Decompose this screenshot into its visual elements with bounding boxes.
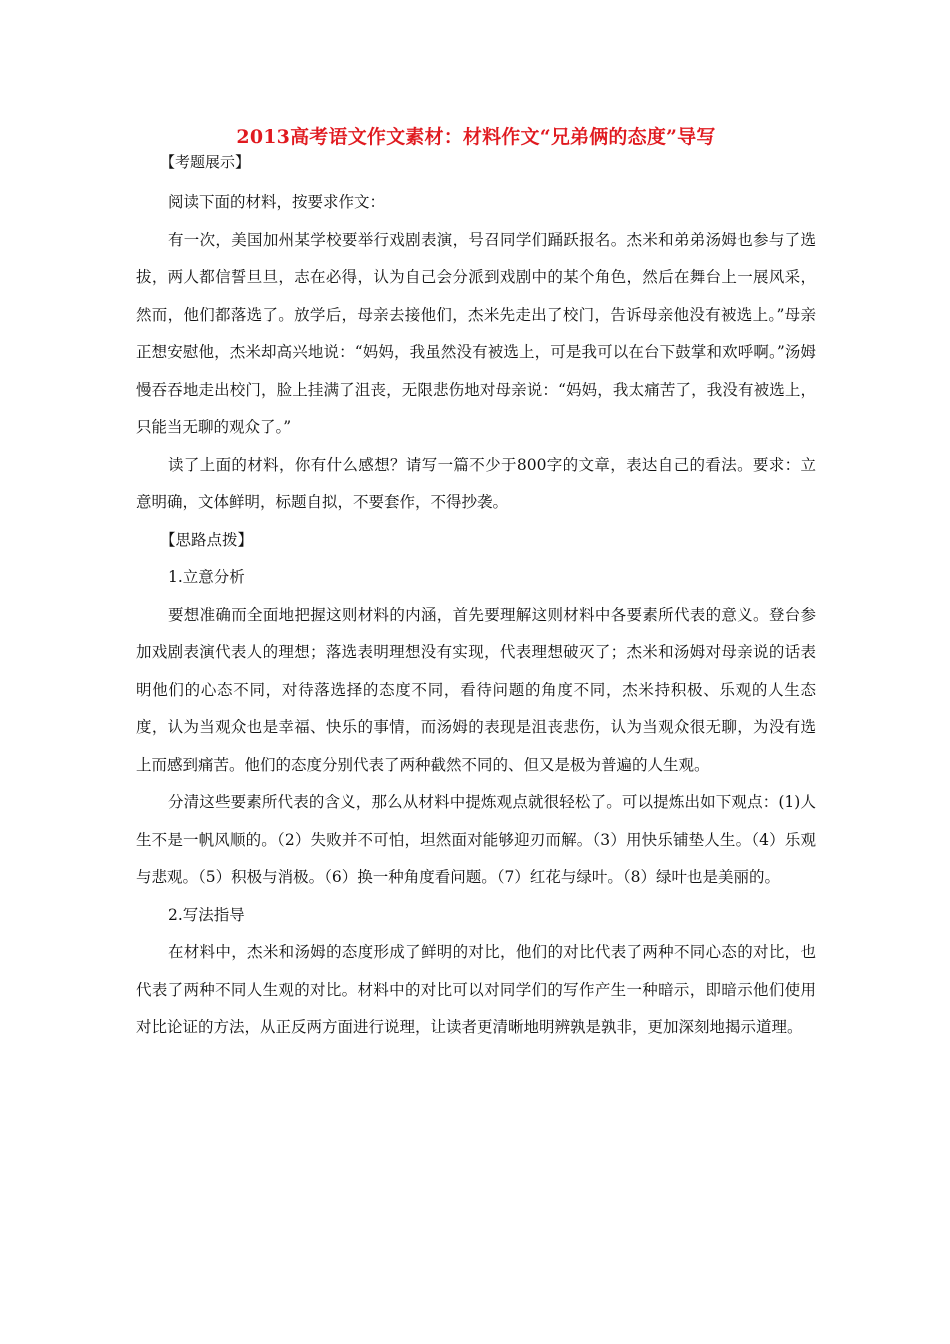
writing-paragraph: 在材料中，杰米和汤姆的态度形成了鲜明的对比，他们的对比代表了两种不同心态的对比，也代表了两种不同人生观的对比。材料中的对比可以对同学们的写作产生一种暗示，即暗示他们使用对比论证的方法，从正反两方面进行说理，让读者更清晰地明辨孰是孰非，更加深刻地揭示道理。 <box>136 943 816 1036</box>
section-heading-tips: 【思路点拨】 <box>160 530 254 549</box>
subheading-writing: 2.写法指导 <box>168 905 245 924</box>
instruction-paragraph: 阅读下面的材料，按要求作文： <box>168 193 386 211</box>
subheading-analysis: 1.立意分析 <box>168 568 245 586</box>
section-heading-exam: 【考题展示】 <box>160 153 251 171</box>
document-page <box>136 124 816 1047</box>
material-paragraph: 有一次，美国加州某学校要举行戏剧表演，号召同学们踊跃报名。杰米和弟弟汤姆也参与了选拔，两人都信誓旦旦，志在必得，认为自己会分派到戏剧中的某个角色，然后在舞台上一展风采，然而，他们都落选了。放学后，母亲去接他们，杰米先走出了校门，告诉母亲他没有被选上。”母亲正想安慰他，杰米却高兴地说：“妈妈，我虽然没有被选上，可是我可以在台下鼓掌和欢呼啊。”汤姆慢吞吞地走出校门，脸上挂满了沮丧，无限悲伤地对母亲说：“妈妈，我太痛苦了，我没有被选上，只能当无聊的观众了。” <box>136 230 816 436</box>
document-title: 2013高考语文作文素材：材料作文“兄弟俩的态度”导写 <box>236 126 716 148</box>
requirement-paragraph: 读了上面的材料，你有什么感想？请写一篇不少于800字的文章，表达自己的看法。要求：立意明确，文体鲜明，标题自拟，不要套作，不得抄袭。 <box>136 455 816 511</box>
analysis-paragraph-1: 要想准确而全面地把握这则材料的内涵，首先要理解这则材料中各要素所代表的意义。登台参加戏剧表演代表人的理想；落选表明理想没有实现，代表理想破灭了；杰米和汤姆对母亲说的话表明他们的心态不同，对待落选择的态度不同，看待问题的角度不同，杰米持积极、乐观的人生态度，认为当观众也是幸福、快乐的事情，而汤姆的表现是沮丧悲伤，认为当观众很无聊，为没有选上而感到痛苦。他们的态度分别代表了两种截然不同的、但又是极为普遍的人生观。 <box>136 605 816 774</box>
analysis-paragraph-2: 分清这些要素所代表的含义，那么从材料中提炼观点就很轻松了。可以提炼出如下观点：(1)人生不是一帆风顺的。（2）失败并不可怕，坦然面对能够迎刃而解。（3）用快乐铺垫人生。（4）乐观与悲观。（5）积极与消极。（6）换一种角度看问题。（7）红花与绿叶。（8）绿叶也是美丽的。 <box>136 793 816 886</box>
